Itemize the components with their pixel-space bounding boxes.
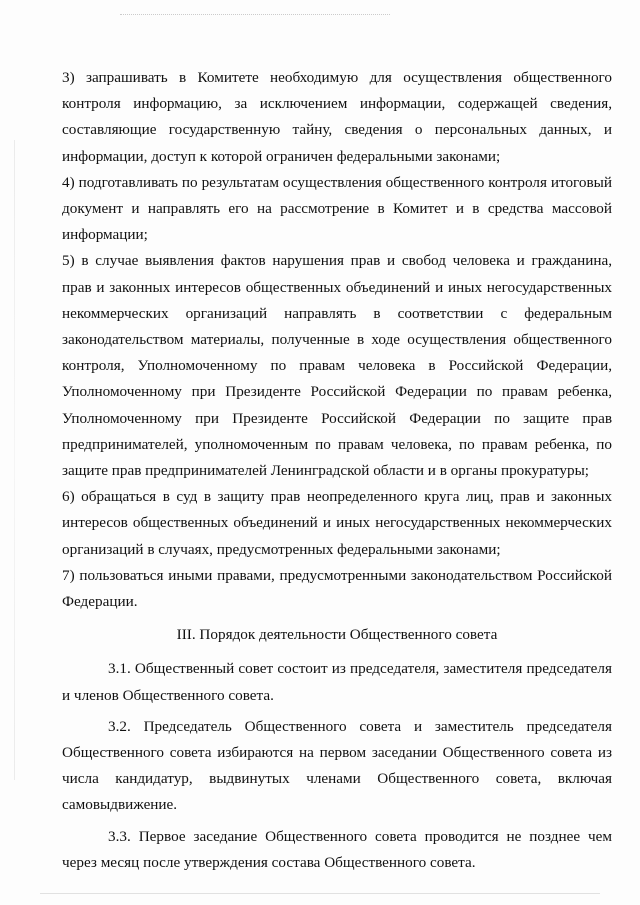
scan-artifact-bottom [40,893,600,894]
list-item-3: 3) запрашивать в Комитете необходимую для осуществления общественного контроля информацию, за исключением информации, содержащей сведения, составляющие государственную тайну, сведения о персональных данных, и информации, доступ к которой ограничен федеральными законами; [62,69,612,165]
list-item-7: 7) пользоваться иными правами, предусмотренными законодательством Российской Федерации. [62,566,612,611]
section-heading: III. Порядок деятельности Общественного совета [176,626,498,644]
clause-3-1: 3.1. Общественный совет состоит из председателя, заместителя председателя и членов Общественного совета. [62,660,612,704]
list-item-5: 5) в случае выявления фактов нарушения прав и свобод человека и гражданина, прав и законных интересов общественных объединений и иных негосударственных некоммерческих организаций направлять в соответствии с федеральным законодательством материалы, полученные в ходе осуществления общественного контроля, Уполномоченному по правам человека в Российской Федерации, Уполномоченному при Президенте Российской Федерации по правам ребенка, Уполномоченному при Президенте Российской Федерации по защите прав предпринимателей, уполномоченным по правам человека, по правам ребенка, по защите прав предпринимателей Ленинградской области и в органы прокуратуры; [62,252,612,480]
document-body [62,65,612,876]
clause-3-2: 3.2. Председатель Общественного совета и заместитель председателя Общественного совета избираются на первом заседании Общественного совета из числа кандидатур, выдвинутых членами Общественного совета, включая самовыдвижение. [62,717,612,814]
clause-3-3: 3.3. Первое заседание Общественного совета проводится не позднее чем через месяц после утверждения состава Общественного совета. [62,827,612,871]
scan-artifact-top [120,14,390,18]
list-item-6: 6) обращаться в суд в защиту прав неопределенного круга лиц, прав и законных интересов общественных объединений и иных негосударственных некоммерческих организаций в случаях, предусмотренных федеральными законами; [62,488,612,558]
list-item-4: 4) подготавливать по результатам осуществления общественного контроля итоговый документ и направлять его на рассмотрение в Комитет и в средства массовой информации; [62,173,612,244]
scan-artifact-left [14,140,15,780]
